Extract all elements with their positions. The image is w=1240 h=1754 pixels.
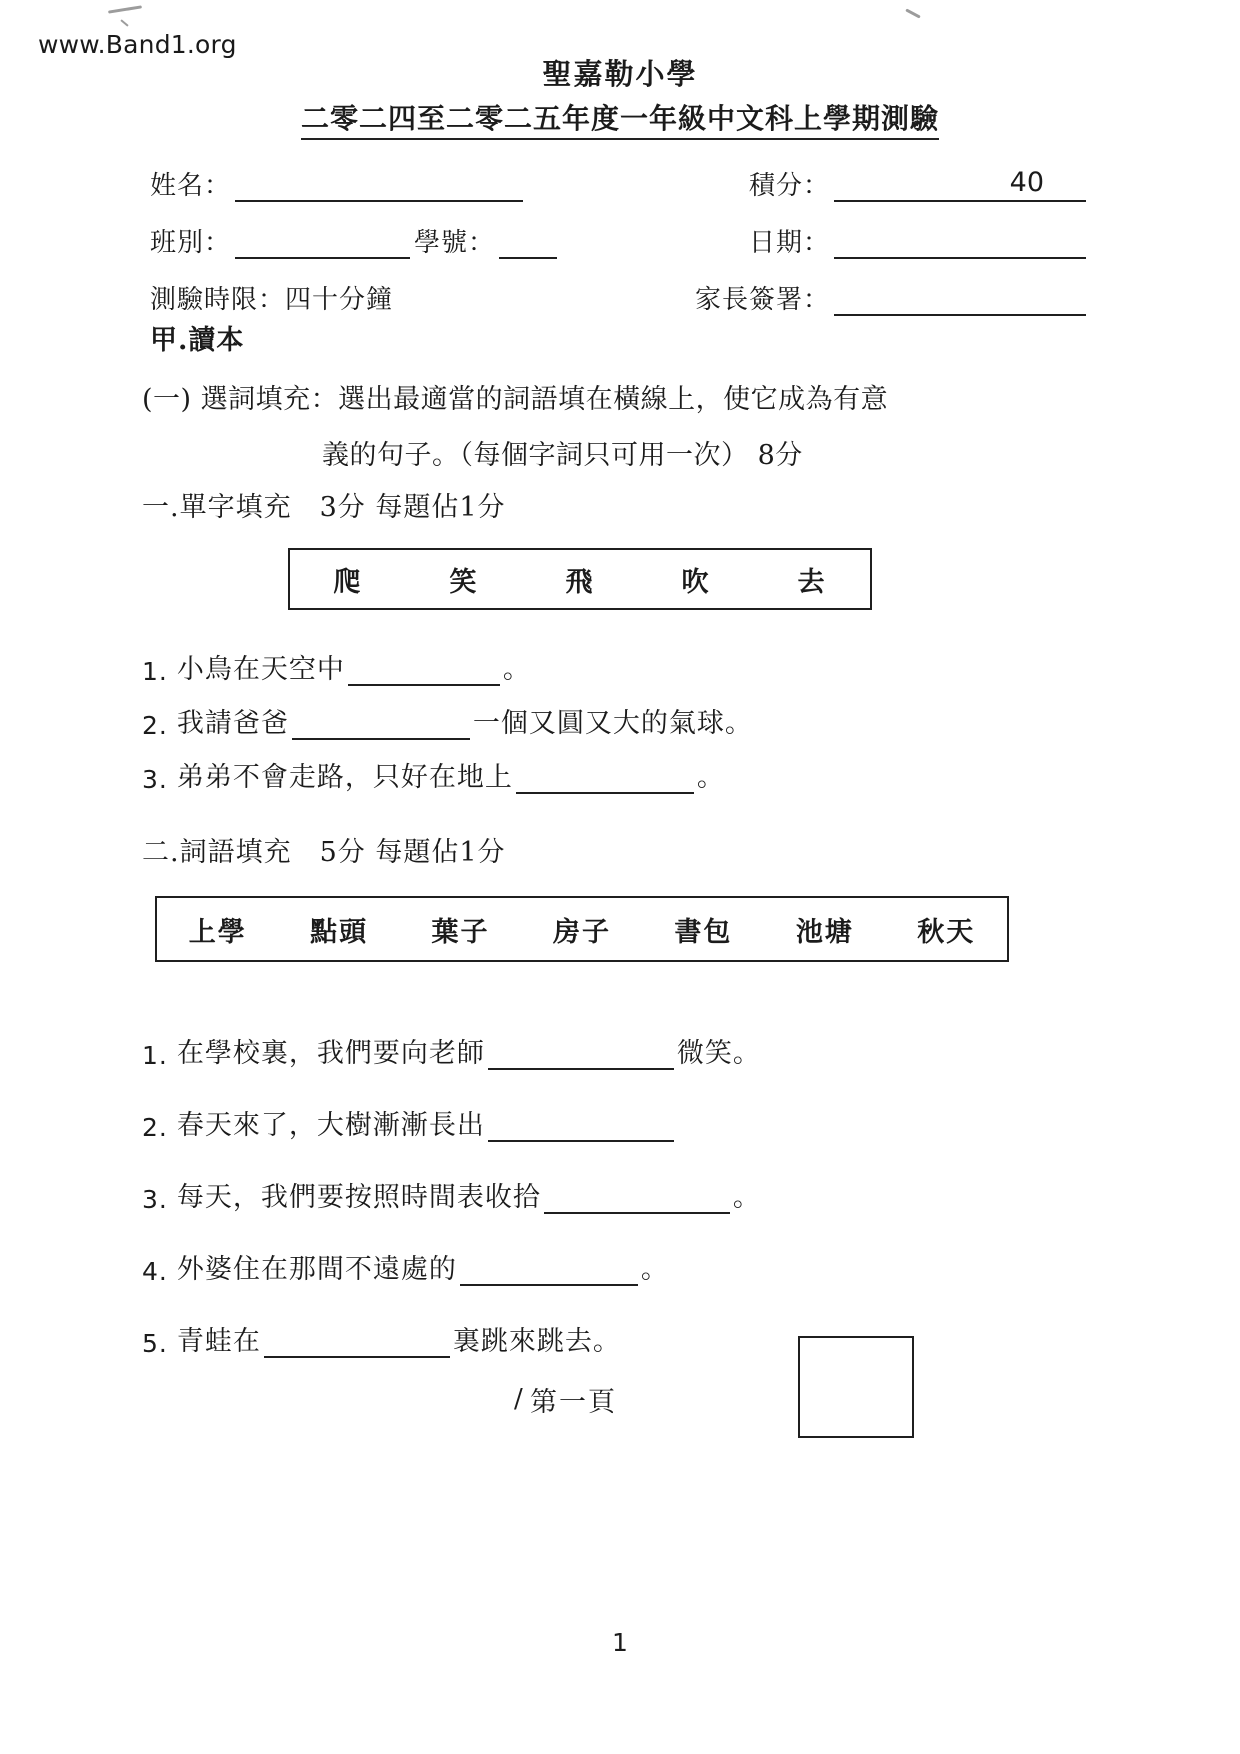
question-text-after: 微笑。 bbox=[676, 1038, 761, 1069]
scan-artifact bbox=[120, 19, 128, 26]
question-text-before: 我請爸爸 bbox=[176, 708, 289, 739]
line-gap-artifact bbox=[642, 1136, 660, 1139]
scan-artifact bbox=[108, 5, 142, 13]
question-item bbox=[142, 1142, 1102, 1214]
question-item bbox=[142, 1286, 1102, 1358]
score-box[interactable] bbox=[798, 1336, 914, 1438]
question-text-before: 弟弟不會走路，只好在地上 bbox=[176, 762, 513, 793]
exam-title-text: 二零二四至二零二五年度一年級中文科上學期測驗 bbox=[301, 102, 939, 140]
question-item bbox=[142, 998, 1102, 1070]
word-bank-item: 池塘 bbox=[795, 916, 854, 948]
section-a-title: 甲.讀本 bbox=[150, 325, 245, 356]
instruction-line-1: (一) 選詞填充：選出最適當的詞語填在橫線上，使它成為有意 bbox=[142, 384, 889, 415]
answer-blank[interactable] bbox=[544, 1187, 730, 1214]
answer-blank[interactable] bbox=[264, 1331, 450, 1358]
question-text-before: 小鳥在天空中 bbox=[176, 654, 345, 685]
question-number: 3. bbox=[142, 1185, 168, 1214]
question-number: 3. bbox=[142, 765, 168, 794]
question-text-before: 每天，我們要按照時間表收拾 bbox=[176, 1182, 541, 1213]
page-label-text: 第一頁 bbox=[530, 1387, 617, 1418]
parent-sign-group bbox=[695, 279, 1090, 316]
answer-blank[interactable] bbox=[488, 1043, 674, 1070]
time-limit-label: 測驗時限：四十分鐘 bbox=[150, 285, 394, 315]
word-bank-item: 書包 bbox=[674, 916, 733, 948]
score-value: 40 bbox=[1009, 167, 1044, 198]
question-text-before: 青蛙在 bbox=[176, 1326, 261, 1357]
question-text-before: 外婆住在那間不遠處的 bbox=[176, 1254, 457, 1285]
name-label: 姓名： bbox=[150, 171, 232, 201]
part1-question-list bbox=[142, 632, 1102, 794]
answer-blank[interactable] bbox=[292, 713, 470, 740]
school-name: 聖嘉勒小學 bbox=[542, 57, 698, 91]
question-text-after: 。 bbox=[696, 762, 725, 793]
score-label: 積分： bbox=[748, 171, 830, 201]
line-gap-artifact bbox=[578, 788, 596, 791]
answer-blank[interactable] bbox=[460, 1259, 638, 1286]
slash-mark: / bbox=[514, 1384, 525, 1414]
class-number-label: 學號： bbox=[414, 228, 496, 258]
word-bank-item: 房子 bbox=[552, 916, 611, 948]
question-number: 5. bbox=[142, 1329, 168, 1358]
info-row-name bbox=[150, 145, 1090, 202]
part2-word-bank bbox=[155, 896, 1009, 962]
word-bank-item: 吹 bbox=[681, 566, 711, 598]
part1-word-bank bbox=[288, 548, 872, 610]
class-label: 班別： bbox=[150, 228, 232, 258]
word-bank-item: 去 bbox=[797, 566, 827, 598]
section-a-instructions bbox=[142, 372, 1102, 484]
question-text-before: 在學校裏，我們要向老師 bbox=[176, 1038, 485, 1069]
student-info-block bbox=[150, 145, 1090, 316]
instruction-line-2: 義的句子。（每個字詞只可用一次） 8分 bbox=[322, 440, 803, 471]
question-item bbox=[142, 632, 1102, 686]
line-gap-artifact bbox=[388, 680, 406, 683]
question-number: 2. bbox=[142, 1113, 168, 1142]
question-text-before: 春天來了，大樹漸漸長出 bbox=[176, 1110, 485, 1141]
exam-title bbox=[0, 97, 1240, 137]
question-item bbox=[142, 1214, 1102, 1286]
question-text-after: 。 bbox=[732, 1182, 761, 1213]
date-input-line[interactable] bbox=[834, 231, 1086, 259]
word-bank-item: 爬 bbox=[333, 566, 363, 598]
answer-blank[interactable] bbox=[348, 659, 500, 686]
info-row-class bbox=[150, 202, 1090, 259]
date-label: 日期： bbox=[748, 228, 830, 258]
page-number: 1 bbox=[612, 1628, 628, 1657]
question-item bbox=[142, 740, 1102, 794]
date-group bbox=[749, 222, 1090, 259]
name-input-line[interactable] bbox=[235, 174, 523, 202]
info-row-timelimit bbox=[150, 259, 1090, 316]
question-text-after: 一個又圓又大的氣球。 bbox=[472, 708, 753, 739]
word-bank-item: 葉子 bbox=[431, 916, 490, 948]
line-break-artifact bbox=[930, 192, 952, 195]
word-bank-item: 上學 bbox=[188, 916, 247, 948]
question-number: 1. bbox=[142, 657, 168, 686]
scan-artifact bbox=[905, 8, 921, 18]
word-bank-item: 飛 bbox=[565, 566, 595, 598]
answer-blank[interactable] bbox=[488, 1115, 674, 1142]
question-text-after: 裏跳來跳去。 bbox=[452, 1326, 621, 1357]
score-group bbox=[749, 165, 1090, 202]
parent-signature-line[interactable] bbox=[834, 288, 1086, 316]
class-input-line[interactable] bbox=[235, 231, 410, 259]
answer-blank[interactable] bbox=[516, 767, 694, 794]
question-text-after: 。 bbox=[640, 1254, 669, 1285]
question-text-after: 。 bbox=[502, 654, 531, 685]
watermark-text: www.Band1.org bbox=[38, 30, 237, 59]
part1-heading: 一.單字填充 3分 每題佔1分 bbox=[142, 492, 506, 523]
part2-question-list bbox=[142, 998, 1102, 1358]
page-label bbox=[514, 1380, 617, 1419]
question-number: 4. bbox=[142, 1257, 168, 1286]
word-bank-item: 笑 bbox=[449, 566, 479, 598]
word-bank-item: 秋天 bbox=[917, 916, 976, 948]
class-number-input-line[interactable] bbox=[499, 231, 557, 259]
score-input-line[interactable] bbox=[834, 167, 1086, 202]
question-number: 2. bbox=[142, 711, 168, 740]
question-item bbox=[142, 686, 1102, 740]
parent-signature-label: 家長簽署： bbox=[694, 285, 830, 315]
word-bank-item: 點頭 bbox=[310, 916, 369, 948]
question-item bbox=[142, 1070, 1102, 1142]
question-number: 1. bbox=[142, 1041, 168, 1070]
part2-heading: 二.詞語填充 5分 每題佔1分 bbox=[142, 837, 506, 868]
